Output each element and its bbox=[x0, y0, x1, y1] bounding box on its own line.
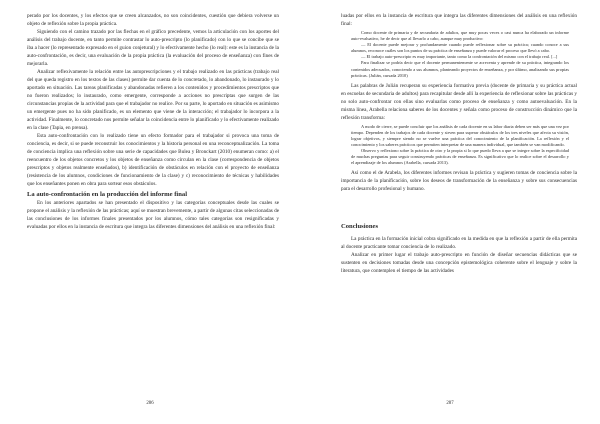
block-quote bbox=[351, 30, 569, 79]
section-heading: La auto-confrontación en la producción del informe final bbox=[27, 191, 188, 198]
section-spacer bbox=[341, 193, 577, 220]
quote-line: A modo de cierre, se puede concluir que los análisis de cada docente en su labor diaria deben ser más que una vez por tiempo. Dependen de los trabajos de cada docente y sirven para superar obstáculos de los tres niveles que afecta su visión, lograr objetivos, y siempre siendo no se vuelve una práctica del conocimiento de la planificación. La reflexión y el conocimiento y los saberes prácticos que permiten interpretar de una manera individual, que también se van modificando. bbox=[351, 123, 569, 148]
body-paragraph: perado por los docentes, y los efectos que se creen alcanzados, no son coincidentes, cuestión que debiera volverse un objeto de reflexión sobre la propia práctica. bbox=[27, 13, 279, 27]
page-number: 287 bbox=[446, 401, 454, 406]
section-heading: Conclusiones bbox=[341, 223, 379, 231]
block-quote bbox=[351, 124, 569, 167]
right-text-column bbox=[341, 12, 577, 275]
body-paragraph: La práctica en la formación inicial cobra significado en la medida en que la reflexión a partir de ella permita al docente practicante tomar conciencia de lo realizado. bbox=[341, 236, 577, 251]
body-paragraph: Analizar en primer lugar el trabajo auto-prescripto en función de diseñar secuencias didácticas que se sustenten en decisiones tomadas desde una concepción epistemológica coherente sobre el lenguaje y sobre la literatura, que contemplen el tiempo de las actividades bbox=[341, 252, 577, 275]
body-paragraph: Esta auto-confrontación con lo realizado tiene un efecto formador para el trabajador si provoca una toma de conciencia, es decir, si se puede reconstruir los conocimientos y la historia personal en una reconceptualización. La toma de conciencia implica una reflexión sobre una serie de capacidades que Bulea y Bronckart (2010) enumeran como: a) el reencuentro de los objetos concretos y los objetos de enseñanza como circulan en la clase (correspondencia de objetos prescriptos y objetos realmente enseñados), b) identificación de obstáculos en relación con el proyecto de enseñanza (resistencia de los alumnos, condiciones de funcionamiento de la clase) y c) reconocimiento de técnicas y habilidades que los enseñantes ponen en obra para sortear esos obstáculos. bbox=[27, 133, 279, 187]
right-page bbox=[300, 0, 600, 424]
left-text-column bbox=[27, 12, 279, 231]
body-paragraph: Las palabras de Julián recuperan su experiencia formativa previa (docente de primaria y su práctica actual en escuelas de secundaria de adultos) para recapitular desde allí la experiencia de reflexionar sobre las prácticas y no solo auto-confrontar con ellas sino evaluarlas como proceso de enseñanza y como autoevaluación. En la misma línea, Arabella relaciona saberes de los docentes y señala como proceso de construcción dinámico que la reflexión transforma: bbox=[341, 82, 577, 121]
body-paragraph: En los anteriores apartados se han presentado el dispositivo y las categorías conceptuales desde las cuales se propone el análisis y la reflexión de las prácticas; aquí se muestran brevemente, a partir de algunas citas seleccionadas de las conclusiones de los informes finales presentados por los alumnos, cómo tales categorías son resignificadas y evaluadas por ellos en la instancia de escritura que integra las diferentes dimensiones del análisis en una reflexión final: bbox=[27, 200, 279, 230]
quote-line: Observo y reflexiono sobre la práctica de otro y la propia si lo que puedo lleva a que se integre sobre la especificidad de muchas preguntas para seguir construyendo prácticas de enseñanza. Es significativo que lo realice sobre el desarrollo y el aprendizaje de los alumnos (Arabella, cursada 2013). bbox=[351, 148, 569, 166]
body-paragraph: Analizar reflexivamente la relación entre las autoprescripciones y el trabajo realizado en las prácticas (trabajo real del que queda registro en los textos de las clases) permite dar cuenta de lo concretado, lo abandonado, lo instaurado y lo aportado en situación. Las tareas planificadas y abandonadas refieren a los contenidos y procedimientos prescriptos que no fueron realizados; lo instaurado, como emergente, corresponde a acciones no prescriptas que surgen de las circunstancias propias de la actividad para que el trabajador no realice. Por su parte, lo aportado en situación es asimismo un emergente pues no ha sido planificado, es un elemento que viene de la interacción; el trabajador lo incorpora a la actividad. Finalmente, lo concretado nos permite señalar la coincidencia entre lo planificado y lo efectivamente realizado en la clase (Tapia, en prensa). bbox=[27, 69, 279, 131]
quote-line: — El docente puede mejorar y profundamente cuando puede reflexionar sobre su práctica; cuando conoce a sus alumnos, reconoce cuáles son los puntos de su práctica de enseñanza y puede valorar el proceso que llevó a cabo. bbox=[351, 42, 569, 54]
page-number: 286 bbox=[146, 401, 154, 406]
quote-line: — El trabajo auto-prescripto es muy importante, tanto como la confrontación del mismo con el trabajo real. [...] bbox=[361, 54, 558, 60]
body-paragraph: luadas por ellos en la instancia de escritura que integra las diferentes dimensiones del análisis en una reflexión final: bbox=[341, 13, 577, 27]
quote-line: Para finalizar se podría decir que el docente permanentemente se acrecenta y aprende de su práctica, integrando los contenidos adecuados, conociendo a sus alumnos, planteando proyectos de enseñanza, y por último, analizando sus propias prácticas. (Julián, cursada 2010) bbox=[351, 60, 569, 78]
quote-line: Como docente de primaria y de secundaria de adultos, que muy pocas veces o casi nunca ha elaborado un informe auto-evaluativo, he de decir que al llevarlo a cabo, aunque muy productivo: bbox=[351, 30, 569, 42]
body-paragraph: Siguiendo con el camino trazado por las flechas en el gráfico precedente, vemos la articulación con los aportes del análisis del trabajo docente, en tanto permite contrastar lo auto-prescripto (lo planificado) con lo que se concibe que se iba a hacer (lo representado expresado en el guion conjetural) y lo efectivamente hecho (lo real): este es la instancia de la auto-confrontación, es decir, una evaluación de la propia práctica (la evaluación del proceso de enseñanza) con fines de mejorarla. bbox=[27, 29, 279, 67]
body-paragraph: Así como el de Arabela, los diferentes informes revisan la práctica y sugieren tomas de conciencia sobre la importancia de la planificación, sobre los deseos de transformación de la enseñanza y sobre sus consecuencias para el desarrollo profesional y humano. bbox=[341, 170, 577, 193]
